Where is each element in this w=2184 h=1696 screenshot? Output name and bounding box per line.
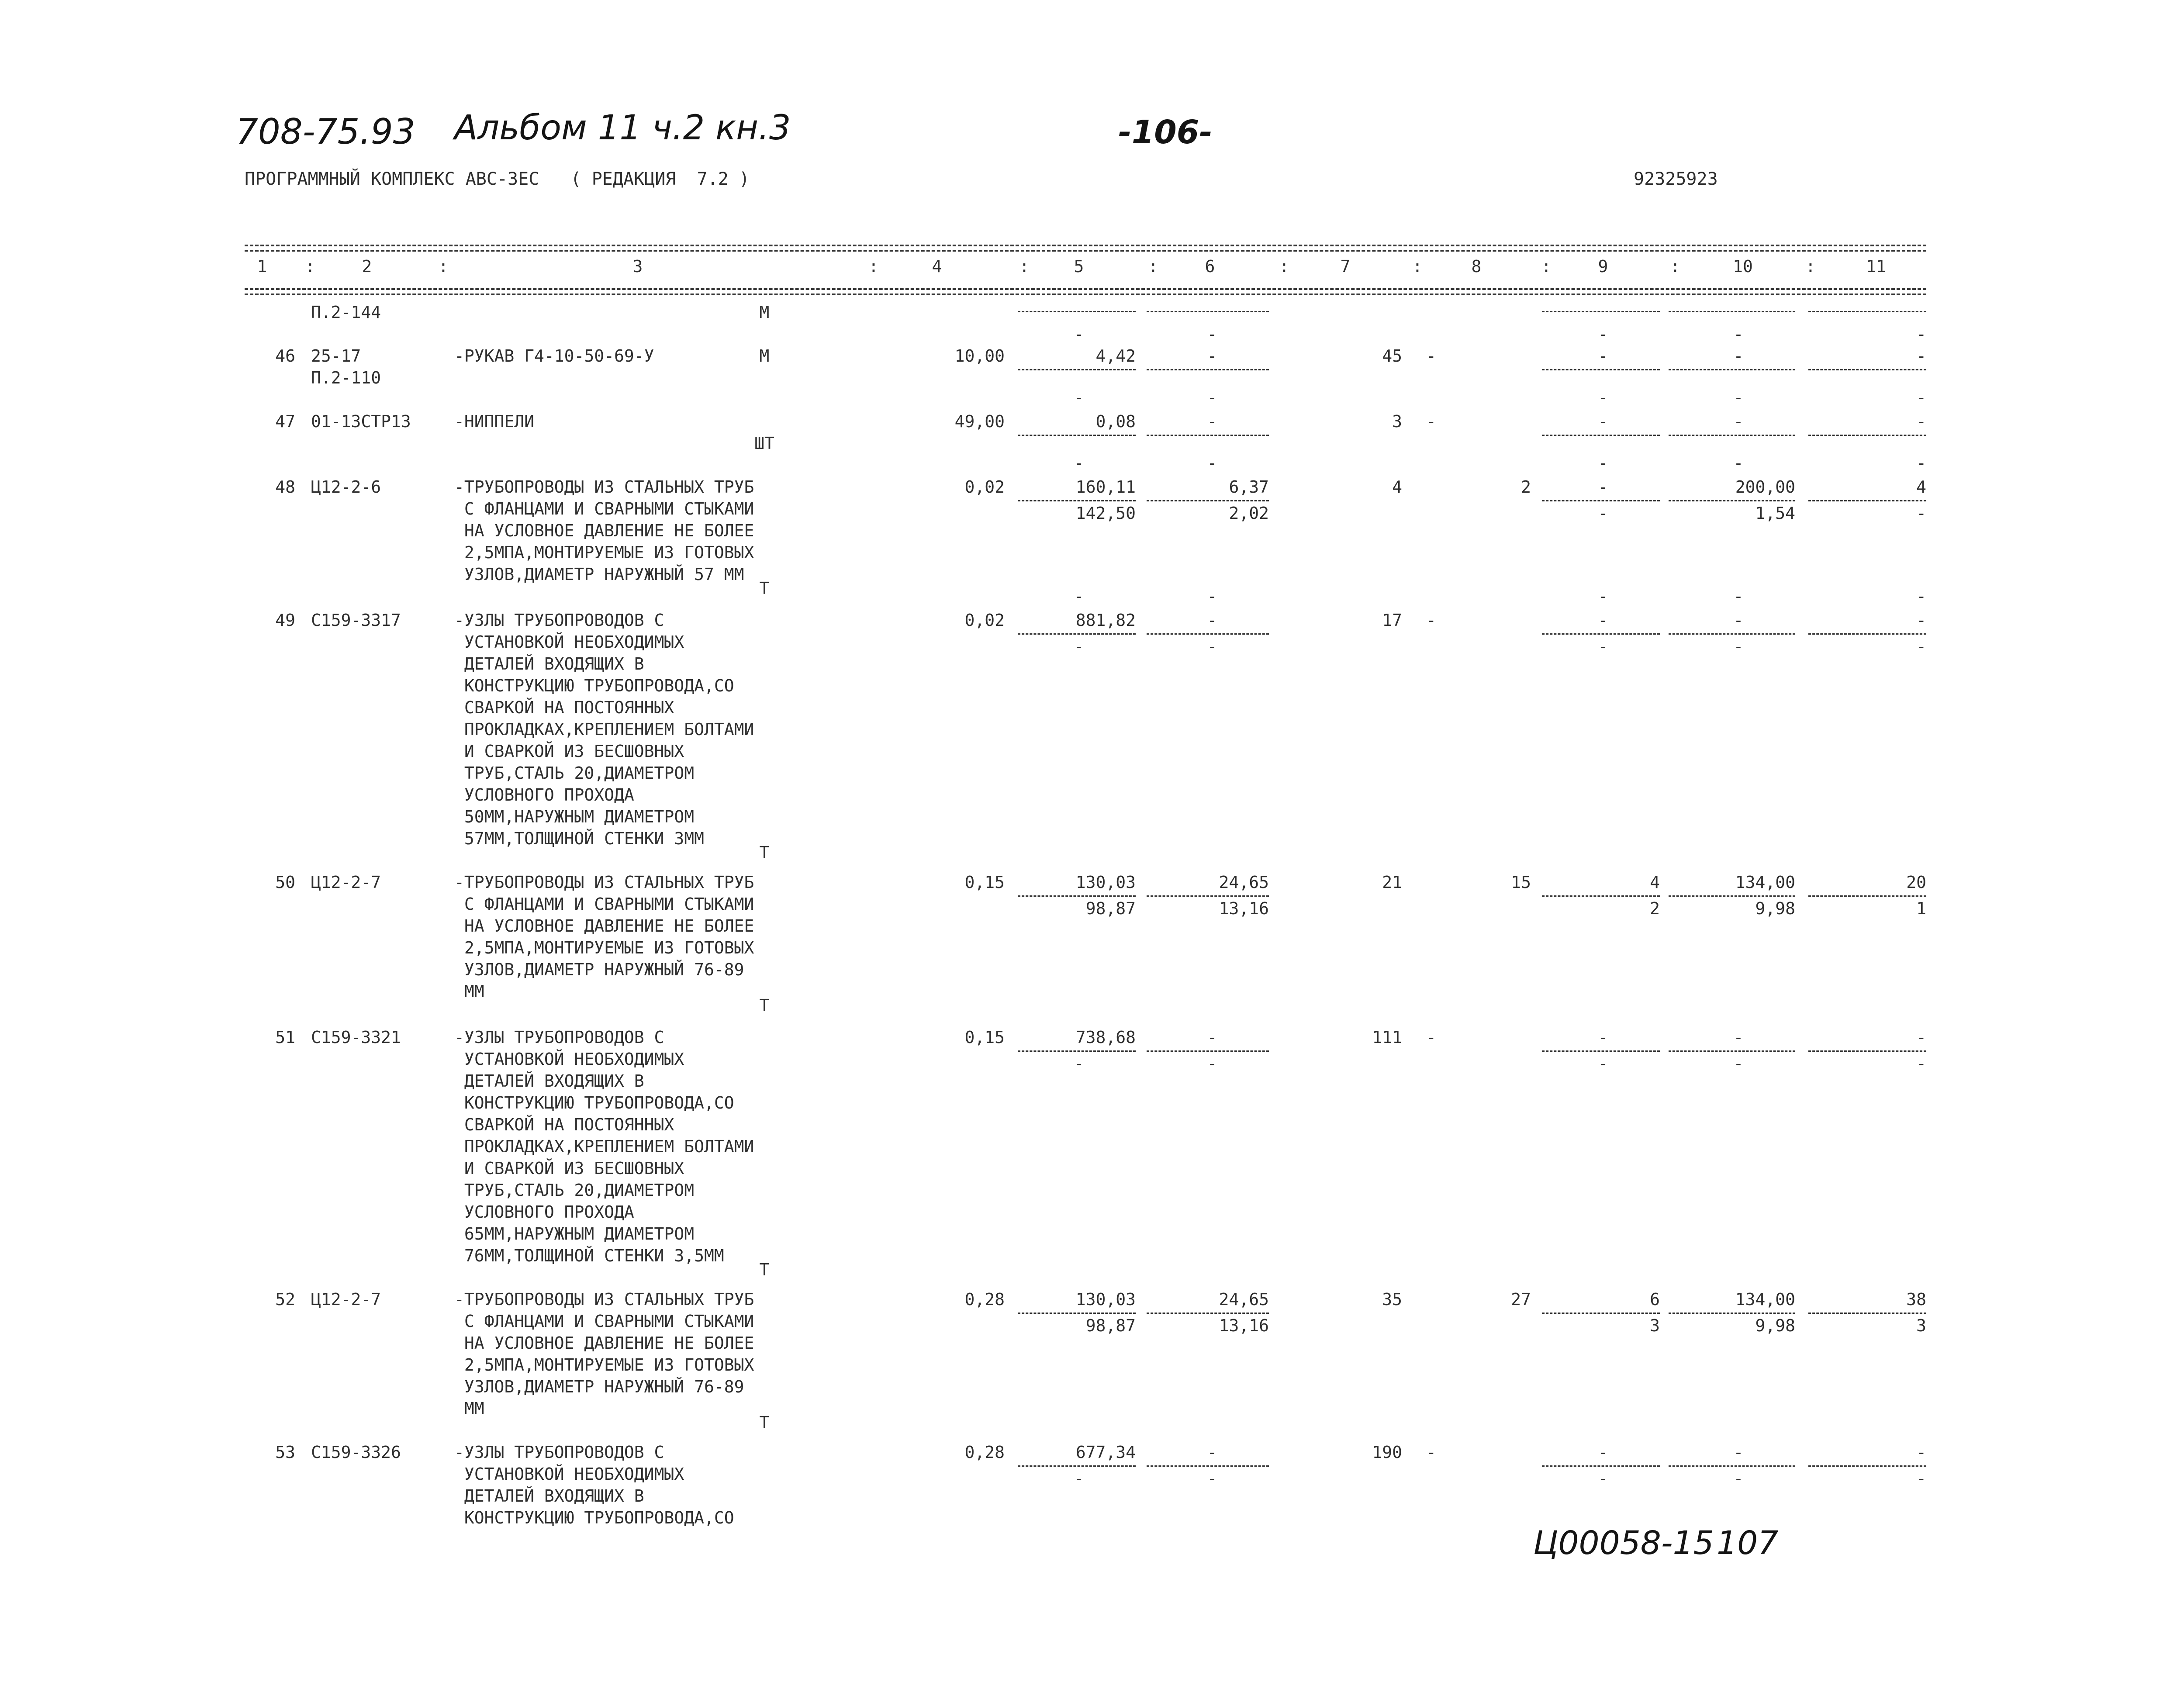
description-line: КОНСТРУКЦИЮ ТРУБОПРОВОДА,СО: [454, 676, 734, 695]
cost-wages: -: [1426, 1028, 1436, 1047]
description-line: 76ММ,ТОЛЩИНОЙ СТЕНКИ 3,5ММ: [454, 1246, 724, 1265]
column-header-3: 3: [632, 257, 643, 276]
labor-total-machine: -: [1916, 1054, 1926, 1073]
fraction-line: [1018, 435, 1136, 436]
fraction-line: [1147, 500, 1269, 501]
qty-value: 0,15: [964, 1028, 1005, 1047]
cost-machine: -: [1598, 1028, 1608, 1047]
footer-code-handwritten: Ц00058-15: [1533, 1524, 1714, 1562]
description-line: -ТРУБОПРОВОДЫ ИЗ СТАЛЬНЫХ ТРУБ: [454, 873, 754, 892]
rate-code: С159-3326: [311, 1443, 401, 1462]
cost-machine: -: [1598, 611, 1608, 630]
column-separator: :: [438, 257, 449, 276]
fraction-line: [1808, 1465, 1926, 1467]
description-line: 65ММ,НАРУЖНЫМ ДИАМЕТРОМ: [454, 1224, 695, 1244]
description-line: НА УСЛОВНОЕ ДАВЛЕНИЕ НЕ БОЛЕЕ: [454, 916, 754, 936]
description-line: НА УСЛОВНОЕ ДАВЛЕНИЕ НЕ БОЛЕЕ: [454, 521, 754, 540]
fraction-line: [1669, 311, 1795, 312]
labor-total-machine: -: [1916, 637, 1926, 656]
rate-code-sub: П.2-144: [311, 303, 381, 322]
column-header-6: 6: [1205, 257, 1215, 276]
description-line: ММ: [454, 982, 484, 1001]
column-separator: :: [1019, 257, 1030, 276]
unit-label: Т: [759, 843, 770, 862]
labor-total-machine: -: [1916, 1469, 1926, 1488]
labor-total: 38: [1906, 1290, 1926, 1309]
unit-label: Т: [759, 1260, 770, 1279]
price-machine-sub: -: [1207, 388, 1217, 407]
column-separator: :: [1805, 257, 1816, 276]
fraction-line: [1542, 1050, 1660, 1052]
description-line: 50ММ,НАРУЖНЫМ ДИАМЕТРОМ: [454, 807, 695, 826]
fraction-line: [1018, 1050, 1136, 1052]
column-header-4: 4: [932, 257, 942, 276]
description-line: 2,5МПА,МОНТИРУЕМЫЕ ИЗ ГОТОВЫХ: [454, 543, 754, 562]
description-line: С ФЛАНЦАМИ И СВАРНЫМИ СТЫКАМИ: [454, 895, 754, 914]
row-number: 53: [275, 1443, 295, 1462]
cost-machine-wages: 2: [1650, 899, 1660, 918]
unit-label: М: [759, 303, 770, 322]
row-number: 52: [275, 1290, 295, 1309]
column-header-7: 7: [1340, 257, 1351, 276]
rate-code-sub: П.2-110: [311, 368, 381, 387]
price-total: 160,11: [1075, 477, 1136, 497]
description-line: И СВАРКОЙ ИЗ БЕСШОВНЫХ: [454, 1159, 684, 1178]
price-machine-wages: 2,02: [1229, 504, 1269, 523]
description-line: -УЗЛЫ ТРУБОПРОВОДОВ С: [454, 611, 664, 630]
labor-unit-machine: 1,54: [1755, 504, 1795, 523]
labor-unit: -: [1733, 1443, 1744, 1462]
fraction-line: [1147, 311, 1269, 312]
cost-wages: -: [1426, 1443, 1436, 1462]
description-line: -УЗЛЫ ТРУБОПРОВОДОВ С: [454, 1028, 664, 1047]
price-wages: 98,87: [1085, 1316, 1136, 1335]
cost-total: 21: [1382, 873, 1402, 892]
fraction-line: [1669, 435, 1795, 436]
price-machine-wages: -: [1207, 637, 1217, 656]
labor-unit: 134,00: [1735, 873, 1795, 892]
header-rule-bottom-2: [245, 294, 1926, 295]
column-header-10: 10: [1733, 257, 1753, 276]
column-separator: :: [1148, 257, 1158, 276]
description-line: С ФЛАНЦАМИ И СВАРНЫМИ СТЫКАМИ: [454, 499, 754, 518]
cost-total: 4: [1392, 477, 1402, 497]
description-line: И СВАРКОЙ ИЗ БЕСШОВНЫХ: [454, 742, 684, 761]
qty-value: 49,00: [954, 412, 1005, 431]
page-number-handwritten: -106-: [1118, 114, 1213, 151]
price-wages: 142,50: [1075, 504, 1136, 523]
price-machine: 24,65: [1219, 1290, 1269, 1309]
fraction-line: [1669, 369, 1795, 370]
price-machine: -: [1207, 346, 1217, 366]
cost-machine: -: [1598, 1443, 1608, 1462]
price-machine: -: [1207, 412, 1217, 431]
description-line: ДЕТАЛЕЙ ВХОДЯЩИХ В: [454, 654, 644, 674]
rate-code: 25-17: [311, 346, 361, 366]
cost-wages: -: [1426, 611, 1436, 630]
description-line: УСТАНОВКОЙ НЕОБХОДИМЫХ: [454, 1465, 684, 1484]
price-machine: 24,65: [1219, 873, 1269, 892]
cost-machine: 6: [1650, 1290, 1660, 1309]
header-rule-top: [245, 245, 1926, 246]
fraction-line: [1018, 311, 1136, 312]
row-number: 48: [275, 477, 295, 497]
price-total: 4,42: [1095, 346, 1136, 366]
header-rule-bottom: [245, 288, 1926, 290]
cost-total: 3: [1392, 412, 1402, 431]
description-line: -ТРУБОПРОВОДЫ ИЗ СТАЛЬНЫХ ТРУБ: [454, 477, 754, 497]
fraction-line: [1147, 1313, 1269, 1314]
cost-machine-sub: -: [1598, 453, 1608, 473]
cost-wages: 2: [1521, 477, 1531, 497]
labor-unit: -: [1733, 611, 1744, 630]
fraction-line: [1542, 369, 1660, 370]
labor-total-sub: -: [1916, 587, 1926, 606]
album-handwritten: Альбом 11 ч.2 кн.3: [454, 108, 791, 148]
doc-code-handwritten: 708-75.93: [236, 111, 415, 152]
price-wages: 98,87: [1085, 899, 1136, 918]
qty-value: 0,02: [964, 477, 1005, 497]
fraction-line: [1808, 633, 1926, 635]
column-separator: :: [1670, 257, 1680, 276]
price-wages: -: [1074, 1469, 1084, 1488]
column-header-9: 9: [1598, 257, 1608, 276]
price-total: 130,03: [1075, 873, 1136, 892]
description-line: СВАРКОЙ НА ПОСТОЯННЫХ: [454, 698, 674, 717]
cost-machine-wages: -: [1598, 504, 1608, 523]
fraction-line: [1147, 895, 1269, 897]
labor-unit: 200,00: [1735, 477, 1795, 497]
column-separator: :: [868, 257, 879, 276]
fraction-line: [1018, 500, 1136, 501]
fraction-line: [1669, 1050, 1795, 1052]
footer-page-handwritten: 107: [1717, 1524, 1779, 1562]
fraction-line: [1808, 311, 1926, 312]
fraction-line: [1542, 500, 1660, 501]
unit-label: Т: [759, 1413, 770, 1432]
price-machine: -: [1207, 1443, 1217, 1462]
fraction-line: [1018, 1465, 1136, 1467]
description-line: 57ММ,ТОЛЩИНОЙ СТЕНКИ 3ММ: [454, 829, 704, 848]
cost-machine-wages: -: [1598, 637, 1608, 656]
labor-unit-machine: -: [1733, 1054, 1744, 1073]
row-number: 50: [275, 873, 295, 892]
labor-total: 20: [1906, 873, 1926, 892]
fraction-line: [1808, 435, 1926, 436]
cost-machine-sub: -: [1598, 587, 1608, 606]
fraction-line: [1018, 369, 1136, 370]
labor-unit-machine: -: [1733, 1469, 1744, 1488]
price-total: 677,34: [1075, 1443, 1136, 1462]
column-header-11: 11: [1866, 257, 1886, 276]
cost-wages: -: [1426, 412, 1436, 431]
cost-wages: -: [1426, 346, 1436, 366]
fraction-line: [1147, 1050, 1269, 1052]
description-line: С ФЛАНЦАМИ И СВАРНЫМИ СТЫКАМИ: [454, 1312, 754, 1331]
description-line: 2,5МПА,МОНТИРУЕМЫЕ ИЗ ГОТОВЫХ: [454, 938, 754, 957]
unit-label: Т: [759, 579, 770, 598]
cost-machine: -: [1598, 346, 1608, 366]
price-machine-wages: -: [1207, 1469, 1217, 1488]
qty-value: 0,28: [964, 1290, 1005, 1309]
cost-machine-sub: -: [1598, 388, 1608, 407]
column-separator: :: [1412, 257, 1423, 276]
row-number: 49: [275, 611, 295, 630]
price-total-sub: -: [1074, 388, 1084, 407]
labor-total-sub: -: [1916, 325, 1926, 344]
fraction-line: [1542, 311, 1660, 312]
cost-total: 35: [1382, 1290, 1402, 1309]
description-line: ПРОКЛАДКАХ,КРЕПЛЕНИЕМ БОЛТАМИ: [454, 720, 754, 739]
description-line: ДЕТАЛЕЙ ВХОДЯЩИХ В: [454, 1071, 644, 1091]
price-machine: 6,37: [1229, 477, 1269, 497]
description-line: ПРОКЛАДКАХ,КРЕПЛЕНИЕМ БОЛТАМИ: [454, 1137, 754, 1156]
cost-total: 45: [1382, 346, 1402, 366]
price-total: 0,08: [1095, 412, 1136, 431]
fraction-line: [1808, 895, 1926, 897]
price-machine: -: [1207, 611, 1217, 630]
labor-unit-machine: 9,98: [1755, 1316, 1795, 1335]
labor-total-machine: 3: [1916, 1316, 1926, 1335]
description-line: ДЕТАЛЕЙ ВХОДЯЩИХ В: [454, 1486, 644, 1506]
labor-unit-machine: -: [1733, 637, 1744, 656]
fraction-line: [1669, 1465, 1795, 1467]
labor-unit: -: [1733, 1028, 1744, 1047]
cost-wages: 27: [1511, 1290, 1531, 1309]
price-total-sub: -: [1074, 325, 1084, 344]
description-line: КОНСТРУКЦИЮ ТРУБОПРОВОДА,СО: [454, 1508, 734, 1527]
labor-total: -: [1916, 412, 1926, 431]
unit-label: ШТ: [754, 434, 774, 453]
unit-label: М: [759, 346, 770, 366]
fraction-line: [1808, 1050, 1926, 1052]
column-header-8: 8: [1471, 257, 1482, 276]
column-header-1: 1: [257, 257, 267, 276]
description-line: СВАРКОЙ НА ПОСТОЯННЫХ: [454, 1115, 674, 1134]
rate-code: Ц12-2-7: [311, 1290, 381, 1309]
description-line: -РУКАВ Г4-10-50-69-У: [454, 346, 654, 366]
qty-value: 0,15: [964, 873, 1005, 892]
price-machine-sub: -: [1207, 325, 1217, 344]
labor-unit: 134,00: [1735, 1290, 1795, 1309]
fraction-line: [1669, 633, 1795, 635]
fraction-line: [1147, 435, 1269, 436]
fraction-line: [1542, 1465, 1660, 1467]
cost-total: 190: [1372, 1443, 1402, 1462]
price-machine-wages: 13,16: [1219, 899, 1269, 918]
description-line: -ТРУБОПРОВОДЫ ИЗ СТАЛЬНЫХ ТРУБ: [454, 1290, 754, 1309]
price-wages: -: [1074, 1054, 1084, 1073]
column-header-2: 2: [362, 257, 372, 276]
rate-code: С159-3321: [311, 1028, 401, 1047]
labor-total-sub: -: [1916, 453, 1926, 473]
labor-total-sub: -: [1916, 388, 1926, 407]
price-total: 881,82: [1075, 611, 1136, 630]
column-separator: :: [305, 257, 315, 276]
cost-machine: -: [1598, 412, 1608, 431]
price-total: 130,03: [1075, 1290, 1136, 1309]
price-machine-wages: -: [1207, 1054, 1217, 1073]
fraction-line: [1018, 633, 1136, 635]
qty-value: 10,00: [954, 346, 1005, 366]
labor-unit-sub: -: [1733, 388, 1744, 407]
program-header: ПРОГРАММНЫЙ КОМПЛЕКС АВС-3ЕС ( РЕДАКЦИЯ 7.2 ): [245, 169, 750, 189]
row-number: 51: [275, 1028, 295, 1047]
description-line: УСТАНОВКОЙ НЕОБХОДИМЫХ: [454, 632, 684, 652]
labor-unit-sub: -: [1733, 325, 1744, 344]
description-line: ТРУБ,СТАЛЬ 20,ДИАМЕТРОМ: [454, 763, 695, 783]
description-line: УСЛОВНОГО ПРОХОДА: [454, 1202, 634, 1222]
labor-total-machine: 1: [1916, 899, 1926, 918]
fraction-line: [1542, 633, 1660, 635]
fraction-line: [1669, 895, 1795, 897]
fraction-line: [1018, 895, 1136, 897]
fraction-line: [1147, 1465, 1269, 1467]
column-separator: :: [1541, 257, 1552, 276]
fraction-line: [1542, 435, 1660, 436]
labor-total: 4: [1916, 477, 1926, 497]
rate-code: 01-13СТР13: [311, 412, 411, 431]
labor-unit: -: [1733, 346, 1744, 366]
row-number: 46: [275, 346, 295, 366]
description-line: НА УСЛОВНОЕ ДАВЛЕНИЕ НЕ БОЛЕЕ: [454, 1333, 754, 1353]
description-line: ММ: [454, 1399, 484, 1418]
cost-machine-wages: -: [1598, 1054, 1608, 1073]
description-line: ТРУБ,СТАЛЬ 20,ДИАМЕТРОМ: [454, 1181, 695, 1200]
price-machine-wages: 13,16: [1219, 1316, 1269, 1335]
qty-value: 0,28: [964, 1443, 1005, 1462]
labor-unit-sub: -: [1733, 453, 1744, 473]
description-line: УСЛОВНОГО ПРОХОДА: [454, 785, 634, 805]
labor-total: -: [1916, 346, 1926, 366]
unit-label: Т: [759, 996, 770, 1015]
fraction-line: [1669, 500, 1795, 501]
cost-total: 17: [1382, 611, 1402, 630]
description-line: УЗЛОВ,ДИАМЕТР НАРУЖНЫЙ 76-89: [454, 1377, 744, 1396]
row-number: 47: [275, 412, 295, 431]
description-line: УЗЛОВ,ДИАМЕТР НАРУЖНЫЙ 57 ММ: [454, 565, 744, 584]
fraction-line: [1669, 1313, 1795, 1314]
price-total: 738,68: [1075, 1028, 1136, 1047]
fraction-line: [1808, 500, 1926, 501]
labor-total: -: [1916, 611, 1926, 630]
price-machine-sub: -: [1207, 587, 1217, 606]
labor-unit-sub: -: [1733, 587, 1744, 606]
cost-machine: -: [1598, 477, 1608, 497]
fraction-line: [1018, 1313, 1136, 1314]
cost-machine-wages: 3: [1650, 1316, 1660, 1335]
cost-machine-wages: -: [1598, 1469, 1608, 1488]
fraction-line: [1147, 369, 1269, 370]
column-separator: :: [1279, 257, 1289, 276]
cost-machine: 4: [1650, 873, 1660, 892]
description-line: -УЗЛЫ ТРУБОПРОВОДОВ С: [454, 1443, 664, 1462]
labor-total: -: [1916, 1443, 1926, 1462]
qty-value: 0,02: [964, 611, 1005, 630]
cost-wages: 15: [1511, 873, 1531, 892]
description-line: 2,5МПА,МОНТИРУЕМЫЕ ИЗ ГОТОВЫХ: [454, 1355, 754, 1375]
description-line: -НИППЕЛИ: [454, 412, 535, 431]
rate-code: Ц12-2-6: [311, 477, 381, 497]
labor-unit-machine: 9,98: [1755, 899, 1795, 918]
labor-total-machine: -: [1916, 504, 1926, 523]
rate-code: Ц12-2-7: [311, 873, 381, 892]
document-code: 92325923: [1634, 169, 1718, 189]
fraction-line: [1542, 895, 1660, 897]
price-total-sub: -: [1074, 587, 1084, 606]
cost-machine-sub: -: [1598, 325, 1608, 344]
fraction-line: [1542, 1313, 1660, 1314]
rate-code: С159-3317: [311, 611, 401, 630]
fraction-line: [1147, 633, 1269, 635]
column-header-5: 5: [1074, 257, 1084, 276]
fraction-line: [1808, 1313, 1926, 1314]
labor-total: -: [1916, 1028, 1926, 1047]
price-total-sub: -: [1074, 453, 1084, 473]
description-line: УСТАНОВКОЙ НЕОБХОДИМЫХ: [454, 1050, 684, 1069]
cost-total: 111: [1372, 1028, 1402, 1047]
fraction-line: [1808, 369, 1926, 370]
price-machine-sub: -: [1207, 453, 1217, 473]
price-machine: -: [1207, 1028, 1217, 1047]
labor-unit: -: [1733, 412, 1744, 431]
price-wages: -: [1074, 637, 1084, 656]
header-rule-top-2: [245, 250, 1926, 252]
description-line: УЗЛОВ,ДИАМЕТР НАРУЖНЫЙ 76-89: [454, 960, 744, 979]
description-line: КОНСТРУКЦИЮ ТРУБОПРОВОДА,СО: [454, 1093, 734, 1112]
